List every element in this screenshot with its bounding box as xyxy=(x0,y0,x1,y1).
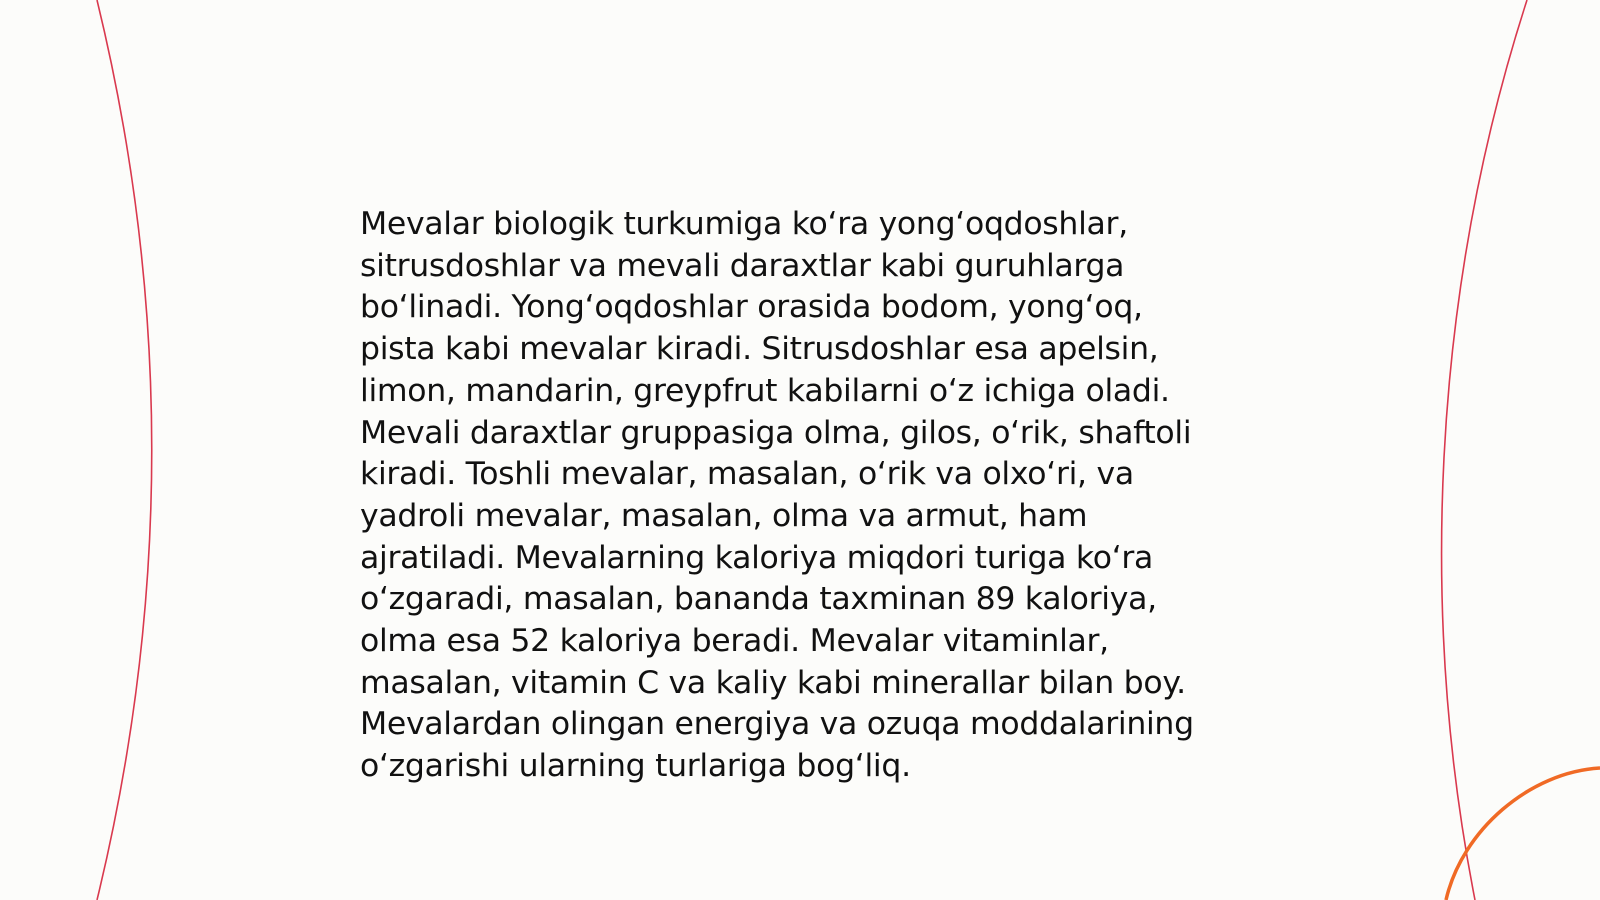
paragraph-line: Mevalar biologik turkumiga koʻra yongʻoqdoshlar, xyxy=(360,206,1128,242)
paragraph-line: olma esa 52 kaloriya beradi. Mevalar vitaminlar, xyxy=(360,623,1109,660)
paragraph-line: yadroli mevalar, masalan, olma va armut, ham xyxy=(360,497,1088,534)
paragraph-line: Mevali daraxtlar gruppasiga olma, gilos, oʻrik, shaftoli xyxy=(360,414,1192,451)
paragraph-line: masalan, vitamin C va kaliy kabi minerallar bilan boy. xyxy=(360,664,1186,701)
paragraph-line: kiradi. Toshli mevalar, masalan, oʻrik va olxoʻri, va xyxy=(360,456,1134,493)
paragraph-line: oʻzgaradi, masalan, bananda taxminan 89 kaloriya, xyxy=(360,581,1157,618)
paragraph-line: ajratiladi. Mevalarning kaloriya miqdori turiga koʻra xyxy=(360,539,1154,576)
paragraph-line: limon, mandarin, greypfrut kabilarni oʻz ichiga oladi. xyxy=(360,372,1170,409)
paragraph-line: pista kabi mevalar kiradi. Sitrusdoshlar esa apelsin, xyxy=(360,331,1159,368)
right-red-curve xyxy=(1442,0,1527,900)
left-red-curve xyxy=(97,0,152,900)
paragraph-line: sitrusdoshlar va mevali daraxtlar kabi guruhlarga xyxy=(360,247,1125,284)
paragraph-line: boʻlinadi. Yongʻoqdoshlar orasida bodom, yongʻoq, xyxy=(360,289,1143,326)
paragraph-line: Mevalardan olingan energiya va ozuqa moddalarining xyxy=(360,706,1194,743)
orange-circle-arc xyxy=(1446,768,1600,900)
paragraph-line: oʻzgarishi ularning turlariga bogʻliq. xyxy=(360,748,911,785)
paragraph xyxy=(360,204,1240,788)
